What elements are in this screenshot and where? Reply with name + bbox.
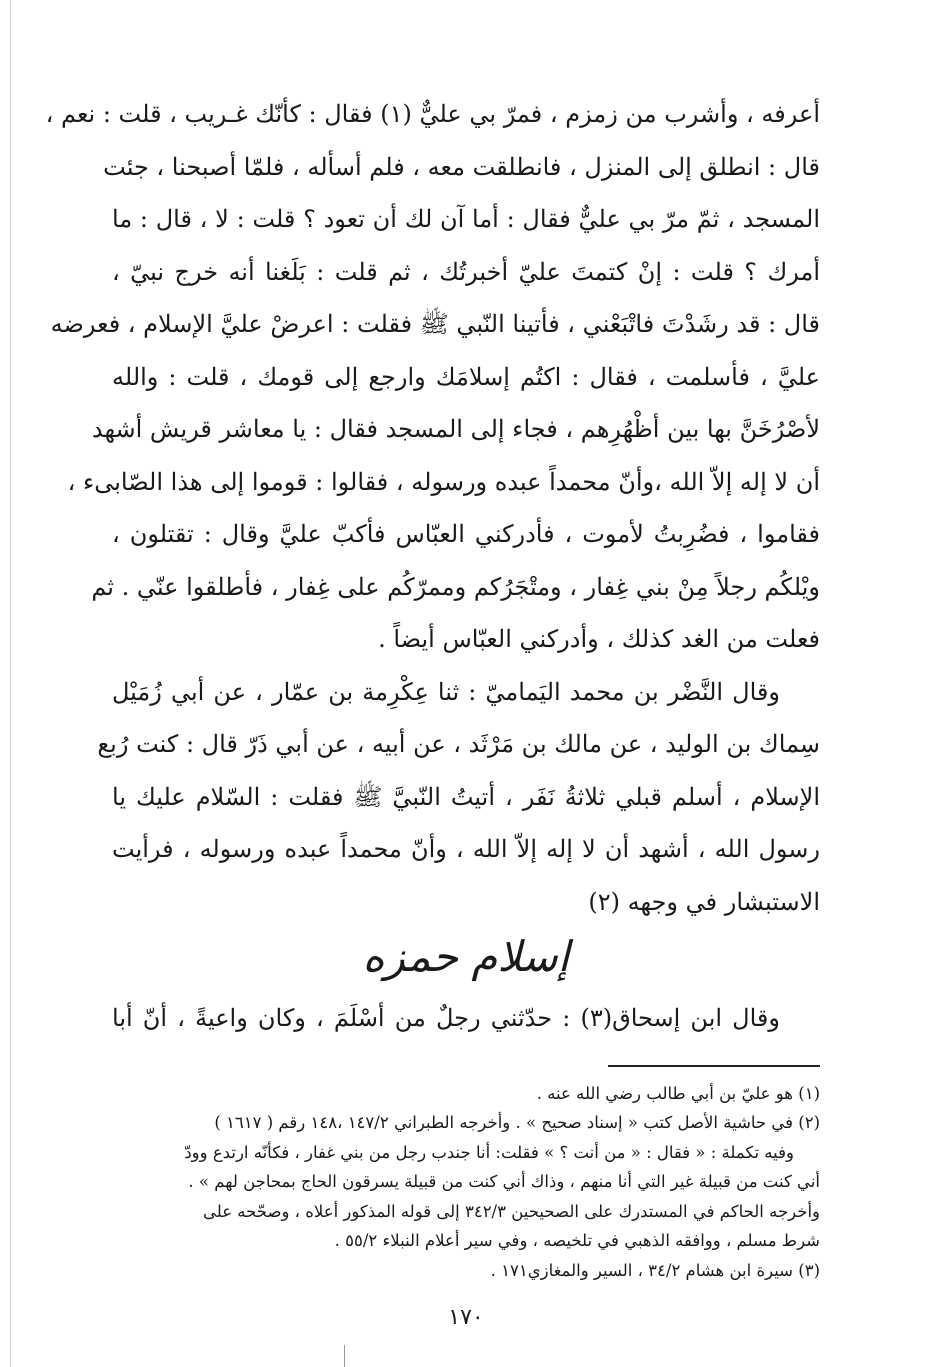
body-line-8: أن لا إله إلاّ الله ،وأنّ محمداً عبده ورسوله ، فقالوا : قوموا إلى هذا الصّابىء ، <box>67 467 820 496</box>
footnote-3: (٣) سيرة ابن هشام ٣٤/٢ ، السير والمغازي١٧١ . <box>490 1260 820 1280</box>
after-heading-line: وقال ابن إسحاق(٣) : حدّثني رجلٌ من أسْلَمَ ، وكان واعيةً ، أنّ أبا <box>112 1004 780 1032</box>
body-line-6: عليَّ ، فأسلمت ، فقال : اكتُم إسلامَك وارجع إلى قومك ، قلت : والله <box>112 362 820 391</box>
body-line-9: فقاموا ، فضُرِبتُ لأموت ، فأدركني العبّاس فأكبّ عليَّ وقال : تقتلون ، <box>112 520 820 548</box>
footnote-2-line-2: وفيه تكملة : « فقال : « من أنت ؟ » فقلت: أنا جندب رجل من بني غفار ، فكأنّه ارتدع وودّ <box>184 1142 794 1162</box>
body-line-13: سِماك بن الوليد ، عن مالك بن مَرْثَد ، عن أبيه ، عن أبي ذَرّ قال : كنت رُبع <box>97 730 820 758</box>
scan-edge-line <box>10 0 11 1367</box>
footnote-2-line-3: أني كنت من قبيلة غير التي أنا منهم ، وذاك أني كنت من قبيلة يسرقون الحاج بمحاجن لهم » . <box>188 1172 820 1191</box>
body-line-4: أمرك ؟ قلت : إنْ كتمتَ عليّ أخبرتُك ، ثم قلت : بَلَغنا أنه خرج نبيّ ، <box>112 257 820 286</box>
section-heading: إسلام حمزه <box>362 932 570 981</box>
body-text <box>45 88 821 928</box>
body-line-3: المسجد ، ثمّ مرّ بي عليٌّ فقال : أما آن لك أن تعود ؟ قلت : لا ، قال : ما <box>112 205 820 233</box>
body-line-5: قال : قد رشَدْتَ فاتْبَعْني ، فأتينا النّبي ﷺ فقلت : اعرضْ عليَّ الإسلام ، فعرضه <box>50 310 820 338</box>
body-line-11: فعلت من الغد كذلك ، وأدركني العبّاس أيضاً . <box>378 625 820 653</box>
footnotes <box>100 1079 820 1286</box>
body-line-10: ويْلكُم رجلاً مِنْ بني غِفار ، ومتْجَرُكم وممرّكُم على غِفار ، فأطلقوا عنّي . ثم <box>91 572 820 601</box>
body-line-14: الإسلام ، أسلم قبلي ثلاثةُ نَفَر ، أتيتُ النّبيَّ ﷺ فقلت : السّلام عليك يا <box>112 782 820 811</box>
scan-bottom-mark <box>344 1345 345 1367</box>
footnote-2-line-5: شرط مسلم ، ووافقه الذهبي في تلخيصه ، وفي سير أعلام النبلاء ٥٥/٢ . <box>334 1231 820 1250</box>
footnote-divider <box>608 1065 820 1067</box>
footnote-2-line-4: وأخرجه الحاكم في المستدرك على الصحيحين ٣٤٢/٣ إلى قوله المذكور أعلاه ، وصحّحه على <box>203 1201 820 1221</box>
body-line-12: وقال النَّضْر بن محمد اليَماميّ : ثنا عِكْرِمة بن عمّار ، عن أبي زُمَيْل <box>112 677 780 706</box>
body-line-1: أعرفه ، وأشرب من زمزم ، فمرّ بي عليٌّ (١) فقال : كأنّك غـريب ، قلت : نعم ، <box>45 100 820 128</box>
body-line-15: رسول الله ، أشهد أن لا إله إلاّ الله ، وأنّ محمداً عبده ورسوله ، فرأيت <box>112 835 821 863</box>
body-line-7: لأصْرُخَنَّ بها بين أظْهُرِهم ، فجاء إلى المسجد فقال : يا معاشر قريش أشهد <box>91 415 820 443</box>
footnote-2: (٢) في حاشية الأصل كتب « إسناد صحيح » . وأخرجه الطبراني ١٤٧/٢ ،١٤٨ رقم ( ١٦١٧ ) <box>214 1113 820 1132</box>
book-page <box>45 88 821 1330</box>
body-line-16: الاستبشار في وجهه (٢) <box>588 887 820 916</box>
footnote-1: (١) هو عليّ بن أبي طالب رضي الله عنه . <box>536 1083 820 1103</box>
page-number: ١٧٠ <box>448 1305 484 1330</box>
body-line-2: قال : انطلق إلى المنزل ، فانطلقت معه ، فلم أسأله ، فلمّا أصبحنا ، جئت <box>103 152 820 181</box>
